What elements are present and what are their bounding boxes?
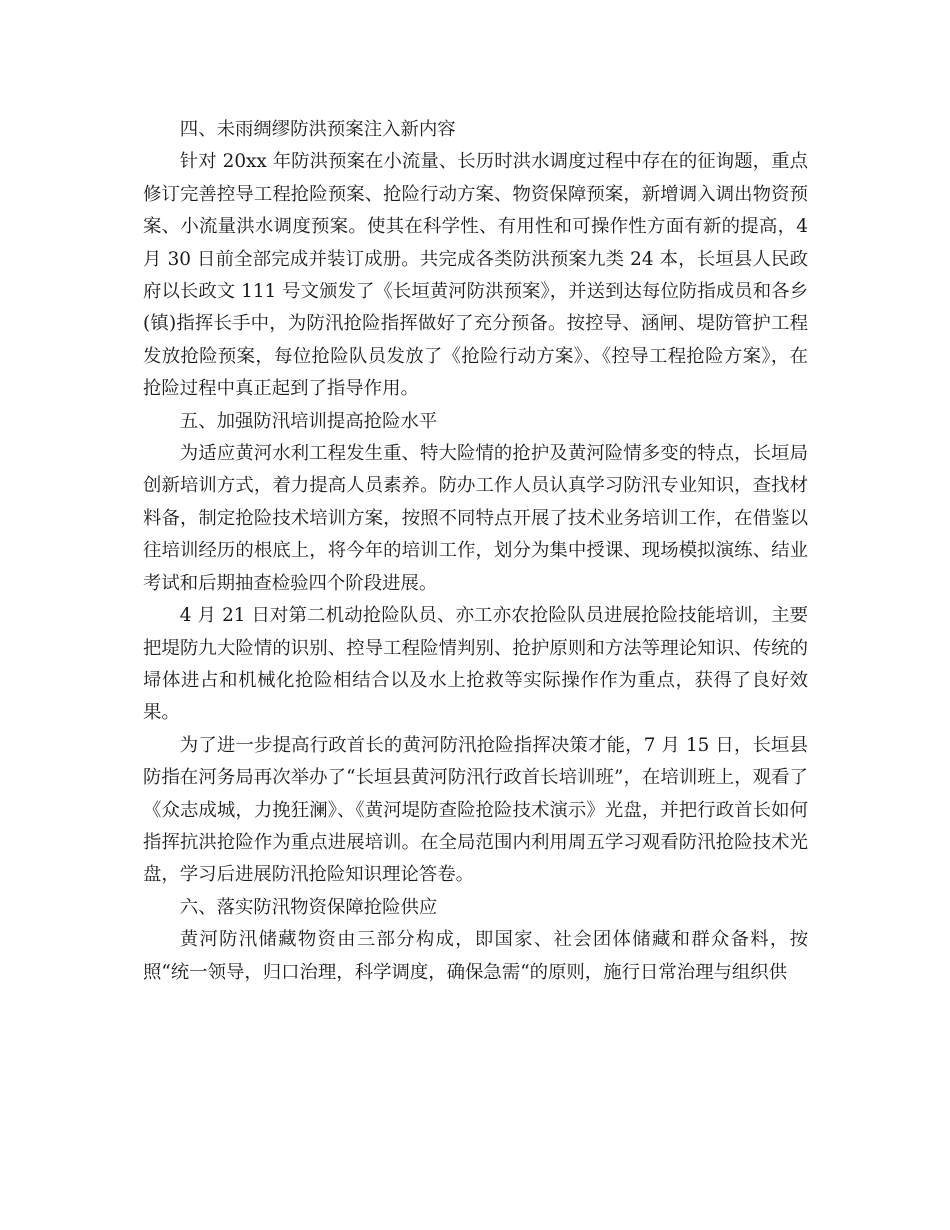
paragraph-materials: 黄河防汛储藏物资由三部分构成，即国家、社会团体储藏和群众备料，按照“统一领导，归口治理，科学调度，确保急需“的原则，施行日常治理与组织供 [143,929,808,983]
section-heading-6: 六、落实防汛物资保障抢险供应 [179,896,438,918]
paragraph-april-training: 4 月 21 日对第二机动抢险队员、亦工亦农抢险队员进展抢险技能培训，主要把堤防九大险情的识别、控导工程险情判别、抢护原则和方法等理论知识、传统的埽体进占和机械化抢险相结合以及水上抢救等实际操作作为重点，获得了良好效果。 [143,605,808,724]
paragraph-executive-training: 为了进一步提高行政首长的黄河防汛抢险指挥决策才能，7 月 15 日，长垣县防指在河务局再次举办了“长垣县黄河防汛行政首长培训班”，在培训班上，观看了《众志成城，力挽狂澜》、《黄河堤防查险抢险技术演示》光盘，并把行政首长如何指挥抗洪抢险作为重点进展培训。在全局范围内利用周五学习观看防汛抢险技术光盘，学习后进展防汛抢险知识理论答卷。 [143,734,808,886]
paragraph-flood-plan: 针对 20xx 年防洪预案在小流量、长历时洪水调度过程中存在的征询题，重点修订完善控导工程抢险预案、抢险行动方案、物资保障预案，新增调入调出物资预案、小流量洪水调度预案。使其在科学性、有用性和可操作性方面有新的提高，4 月 30 日前全部完成并装订成册。共完成各类防洪预案九类 24 本，长垣县人民政府以长政文 111 号文颁发了《长垣黄河防洪预案》，并送到达每位防指成员和各乡(镇)指挥长手中，为防汛抢险指挥做好了充分预备。按控导、涵闸、堤防管护工程发放抢险预案，每位抢险队员发放了《抢险行动方案》、《控导工程抢险方案》，在抢险过程中真正起到了指导作用。 [143,151,808,400]
section-heading-5: 五、加强防汛培训提高抢险水平 [179,410,438,432]
section-heading-4: 四、未雨绸缪防洪预案注入新内容 [179,119,456,140]
document-body [143,114,808,989]
paragraph-training-approach: 为适应黄河水利工程发生重、特大险情的抢护及黄河险情多变的特点，长垣局创新培训方式，着力提高人员素养。防办工作人员认真学习防汛专业知识，查找材料备，制定抢险技术培训方案，按照不同特点开展了技术业务培训工作，在借鉴以往培训经历的根底上，将今年的培训工作，划分为集中授课、现场模拟演练、结业考试和后期抽查检验四个阶段进展。 [143,443,808,594]
